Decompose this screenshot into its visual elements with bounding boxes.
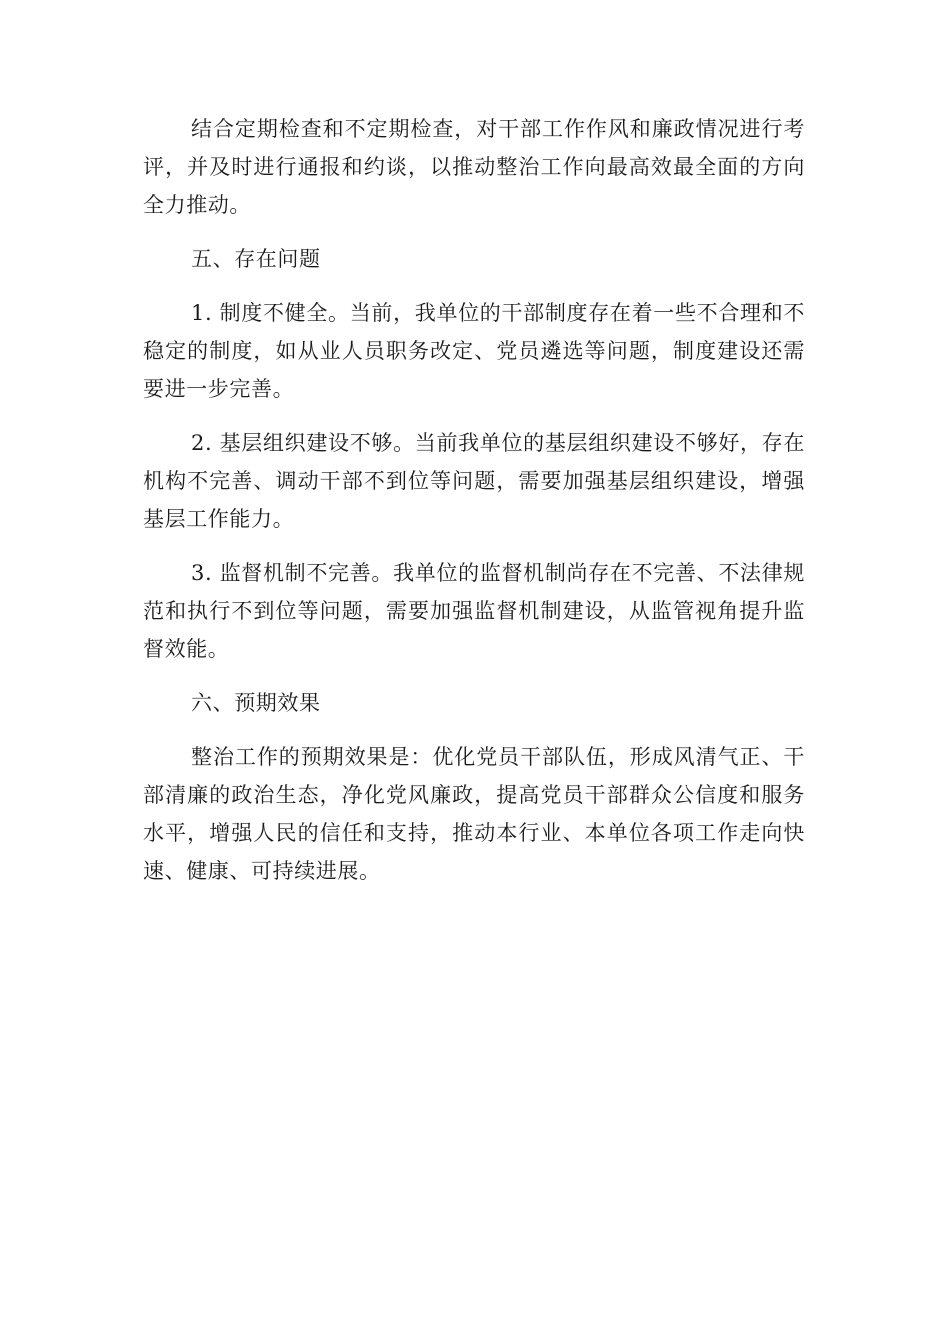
heading-existing-problems: 五、存在问题 <box>191 247 321 271</box>
heading-expected-results: 六、预期效果 <box>191 691 321 715</box>
paragraph-problem-1: 1. 制度不健全。当前，我单位的干部制度存在着一些不合理和不稳定的制度，如从业人员职务改定、党员遴选等问题，制度建设还需要进一步完善。 <box>143 301 805 401</box>
paragraph-problem-3: 3. 监督机制不完善。我单位的监督机制尚存在不完善、不法律规范和执行不到位等问题，需要加强监督机制建设，从监管视角提升监督效能。 <box>143 561 805 661</box>
paragraph-inspection: 结合定期检查和不定期检查，对干部工作作风和廉政情况进行考评，并及时进行通报和约谈，以推动整治工作向最高效最全面的方向全力推动。 <box>143 117 805 217</box>
paragraph-expected-results: 整治工作的预期效果是：优化党员干部队伍，形成风清气正、干部清廉的政治生态，净化党风廉政，提高党员干部群众公信度和服务水平，增强人民的信任和支持，推动本行业、本单位各项工作走向快速、健康、可持续进展。 <box>143 745 805 883</box>
document-page <box>143 110 805 906</box>
paragraph-problem-2: 2. 基层组织建设不够。当前我单位的基层组织建设不够好，存在机构不完善、调动干部不到位等问题，需要加强基层组织建设，增强基层工作能力。 <box>143 431 805 531</box>
